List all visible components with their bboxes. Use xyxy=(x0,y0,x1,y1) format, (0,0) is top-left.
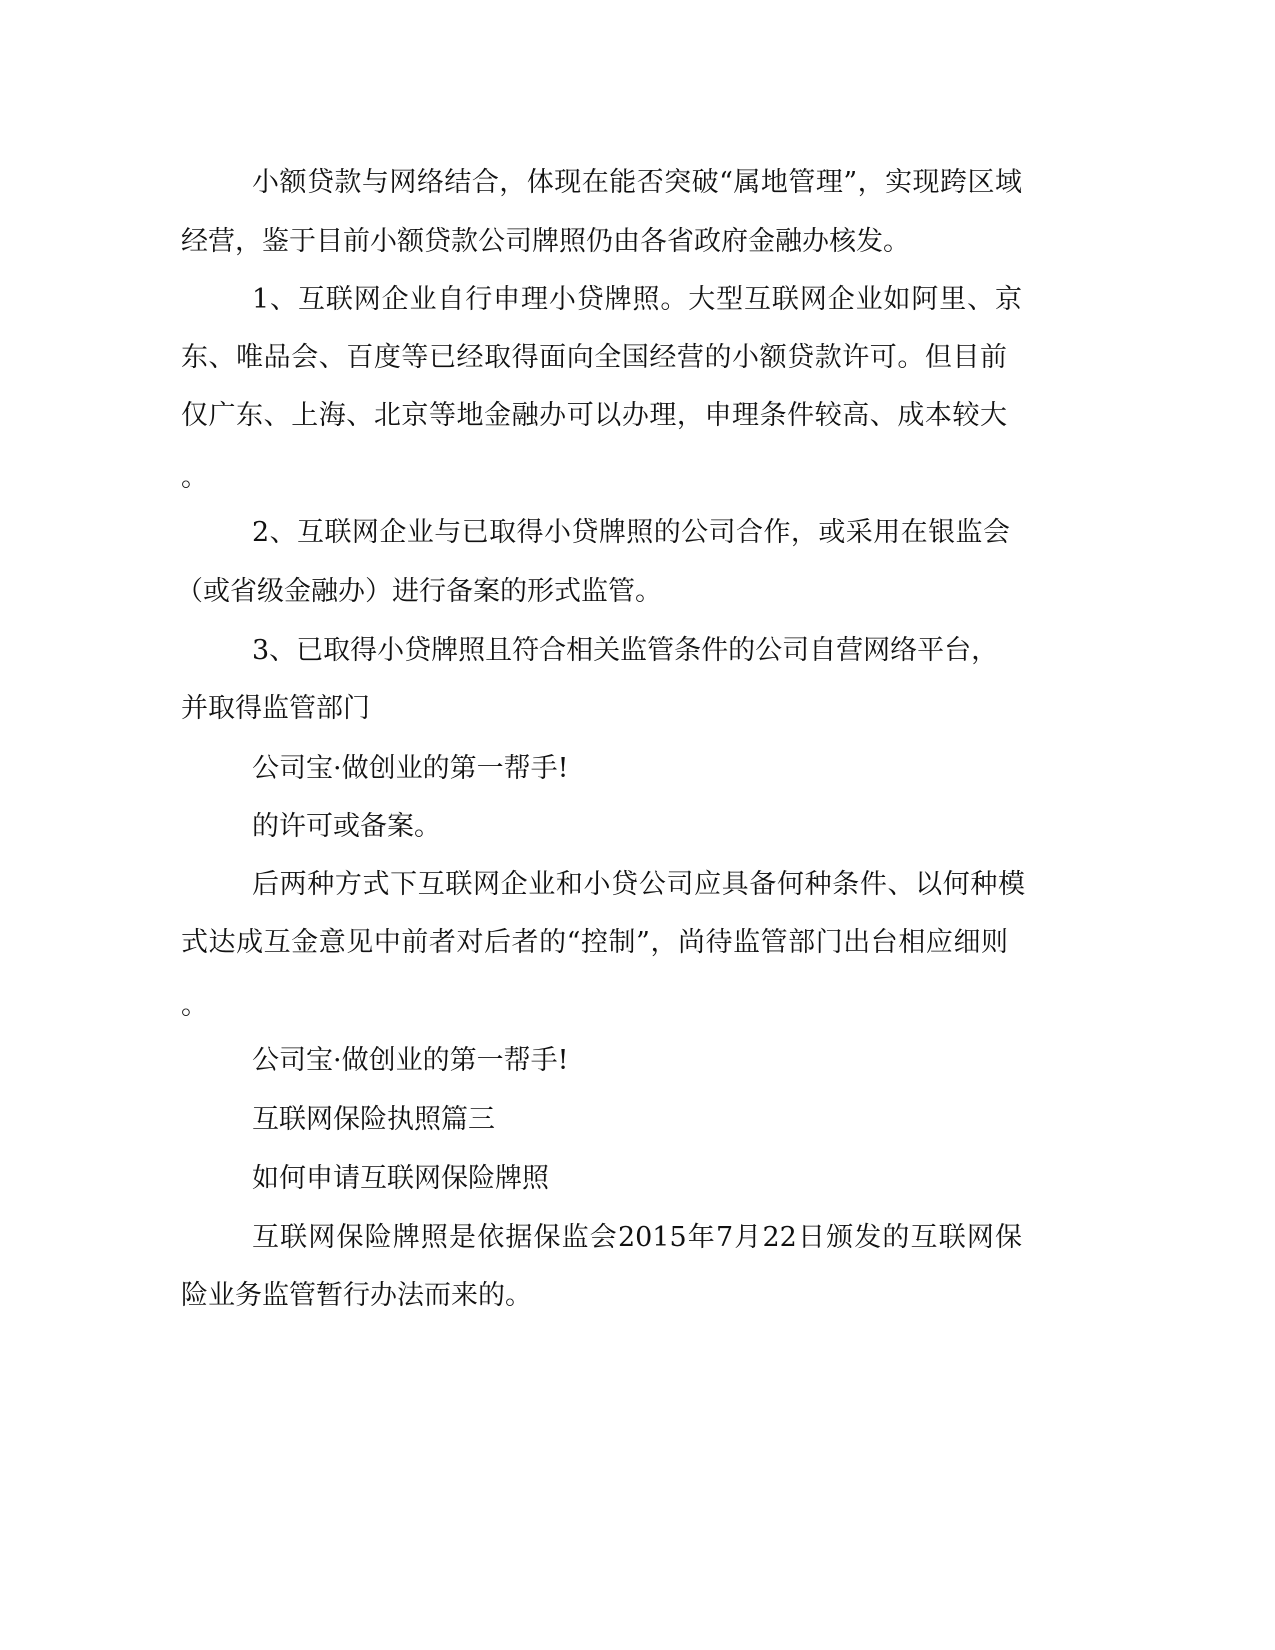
section-heading: 互联网保险执照篇三 xyxy=(252,1104,495,1135)
paragraph-line: 后两种方式下互联网企业和小贷公司应具备何种条件、以何种模 xyxy=(252,869,1025,900)
paragraph-line: 。 xyxy=(181,990,208,1021)
paragraph-line: （或省级金融办）进行备案的形式监管。 xyxy=(176,576,662,607)
paragraph-line: 仅广东、上海、北京等地金融办可以办理，申理条件较高、成本较大 xyxy=(181,400,1007,431)
paragraph-line: 的许可或备案。 xyxy=(252,811,441,842)
slogan-line: 公司宝·做创业的第一帮手! xyxy=(252,1045,569,1076)
paragraph-line: 1、互联网企业自行申理小贷牌照。大型互联网企业如阿里、京 xyxy=(252,284,1022,315)
paragraph-line: 东、唯品会、百度等已经取得面向全国经营的小额贷款许可。但目前 xyxy=(181,342,1007,373)
paragraph-line: 经营，鉴于目前小额贷款公司牌照仍由各省政府金融办核发。 xyxy=(181,226,910,257)
paragraph-line: 险业务监管暂行办法而来的。 xyxy=(181,1280,532,1311)
paragraph-line: 。 xyxy=(181,462,208,493)
paragraph-line: 互联网保险牌照是依据保监会2015年7月22日颁发的互联网保 xyxy=(252,1222,1022,1253)
paragraph-line: 2、互联网企业与已取得小贷牌照的公司合作，或采用在银监会 xyxy=(252,517,1010,548)
paragraph-line: 小额贷款与网络结合，体现在能否突破“属地管理”，实现跨区域 xyxy=(252,167,1022,198)
paragraph-line: 并取得监管部门 xyxy=(181,693,370,724)
paragraph-line: 3、已取得小贷牌照且符合相关监管条件的公司自营网络平台， xyxy=(252,635,999,666)
paragraph-line: 式达成互金意见中前者对后者的“控制”，尚待监管部门出台相应细则 xyxy=(181,927,1008,958)
section-subheading: 如何申请互联网保险牌照 xyxy=(252,1163,549,1194)
slogan-line: 公司宝·做创业的第一帮手! xyxy=(252,753,569,784)
